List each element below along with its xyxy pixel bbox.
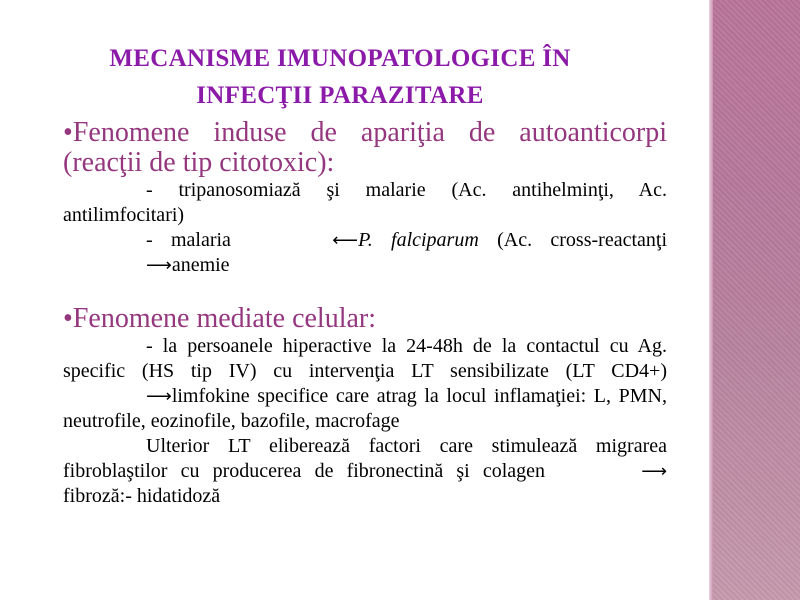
slide-title bbox=[30, 40, 650, 114]
title-line-2: INFECŢII PARAZITARE bbox=[196, 82, 484, 109]
item-2-organism: P. falciparum bbox=[358, 229, 479, 251]
section-1-heading bbox=[63, 118, 667, 178]
title-line-1: MECANISME IMUNOPATOLOGICE ÎN bbox=[109, 45, 571, 72]
bullet: • bbox=[63, 117, 73, 148]
slide-content bbox=[63, 118, 667, 509]
section-2-heading-text: Fenomene mediate celular: bbox=[72, 303, 377, 334]
left-arrow-icon: ⟵ bbox=[332, 230, 359, 250]
right-arrow-icon: ⟶ bbox=[146, 386, 172, 406]
item-2-end: anemie bbox=[171, 254, 230, 276]
section-1-item-1: - tripanosomiază şi malarie (Ac. antihelminţi, Ac. antilimfocitari) bbox=[63, 179, 667, 226]
para-2-end: fibroză:- hidatidoză bbox=[63, 485, 221, 507]
section-2-heading bbox=[63, 304, 667, 334]
para-2-text: Ulterior LT eliberează factori care stimulează migrarea fibroblaştilor cu producerea de fibronectină şi colagen bbox=[63, 435, 667, 482]
side-decorative-band bbox=[713, 0, 800, 600]
bullet: • bbox=[63, 303, 73, 334]
section-1-item-2 bbox=[63, 228, 667, 278]
right-arrow-icon: ⟶ bbox=[641, 461, 667, 481]
para-1-continuation: limfokine specifice care atrag la locul inflamaţiei: L, PMN, neutrofile, eozinofile, bazofile, macrofage bbox=[63, 385, 667, 432]
item-2-text: (Ac. cross-reactanţi bbox=[478, 229, 667, 251]
right-arrow-icon: ⟶ bbox=[146, 255, 172, 275]
section-2-paragraph-1 bbox=[63, 334, 667, 434]
section-2-paragraph-2 bbox=[63, 434, 667, 509]
section-1-heading-text: Fenomene induse de apariţia de autoanticorpi (reacţii de tip citotoxic): bbox=[63, 117, 667, 178]
para-1-text: - la persoanele hiperactive la 24-48h de la contactul cu Ag. specific (HS tip IV) cu intervenţia LT sensibilizate (LT CD4+) bbox=[63, 335, 667, 382]
item-2-prefix: - malaria bbox=[146, 229, 250, 251]
